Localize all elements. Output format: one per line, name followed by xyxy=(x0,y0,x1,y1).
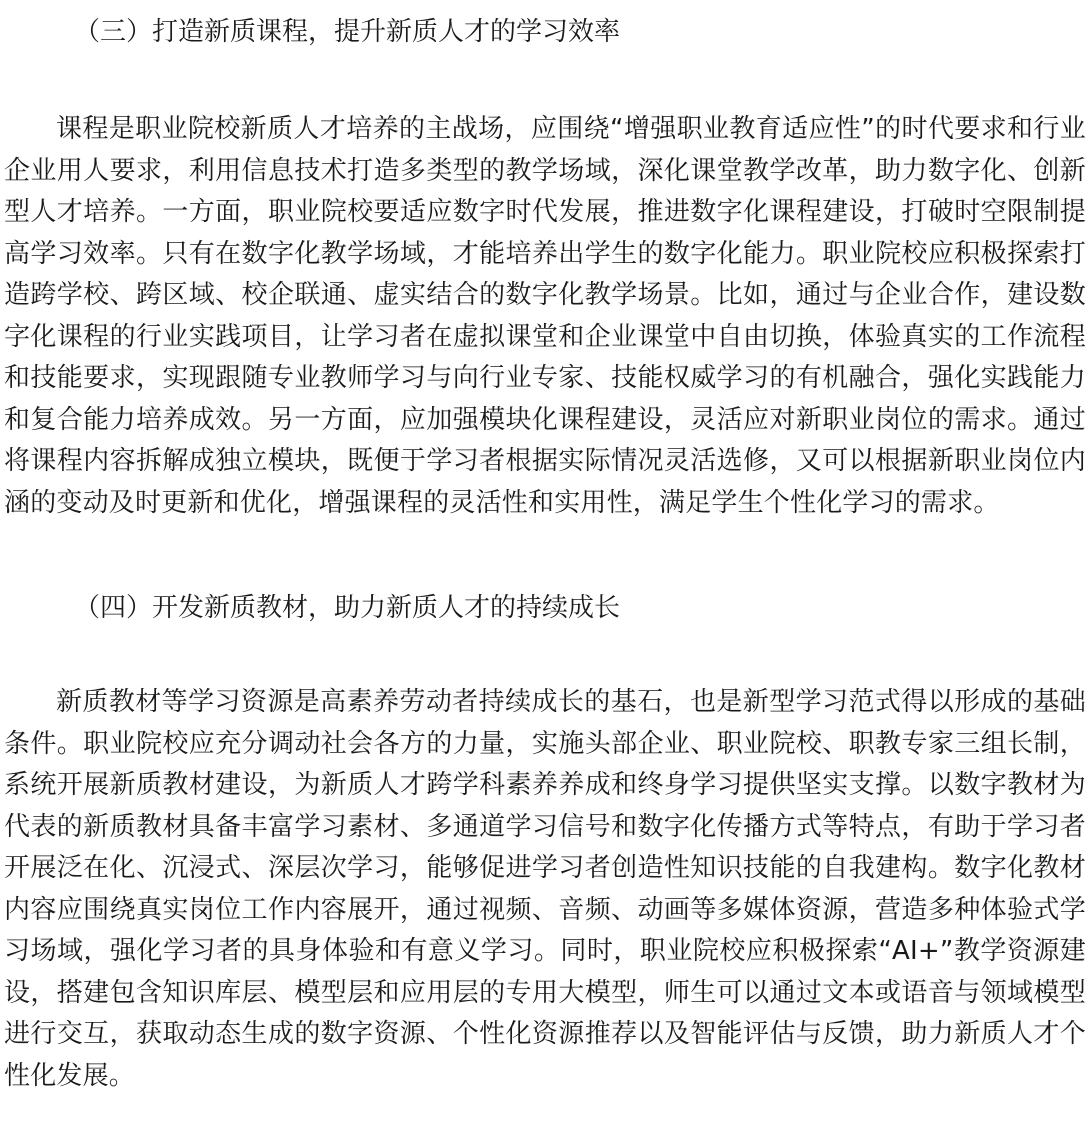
section-three-heading: （三）打造新质课程，提升新质人才的学习效率 xyxy=(74,17,621,47)
section-three-paragraph: 课程是职业院校新质人才培养的主战场，应围绕“增强职业教育适应性”的时代要求和行业企业用人要求，利用信息技术打造多类型的教学场域，深化课堂教学改革，助力数字化、创新型人才培养。一方面，职业院校要适应数字时代发展，推进数字化课程建设，打破时空限制提高学习效率。只有在数字化教学场域，才能培养出学生的数字化能力。职业院校应积极探索打造跨学校、跨区域、校企联通、虚实结合的数字化教学场景。比如，通过与企业合作，建设数字化课程的行业实践项目，让学习者在虚拟课堂和企业课堂中自由切换，体验真实的工作流程和技能要求，实现跟随专业教师学习与向行业专家、技能权威学习的有机融合，强化实践能力和复合能力培养成效。另一方面，应加强模块化课程建设，灵活应对新职业岗位的需求。通过将课程内容拆解成独立模块，既便于学习者根据实际情况灵活选修，又可以根据新职业岗位内涵的变动及时更新和优化，增强课程的灵活性和实用性，满足学生个性化学习的需求。 xyxy=(4,114,1086,518)
section-four-heading: （四）开发新质教材，助力新质人才的持续成长 xyxy=(74,593,621,623)
section-four-paragraph: 新质教材等学习资源是高素养劳动者持续成长的基石，也是新型学习范式得以形成的基础条件。职业院校应充分调动社会各方的力量，实施头部企业、职业院校、职教专家三组长制，系统开展新质教材建设，为新质人才跨学科素养养成和终身学习提供坚实支撑。以数字教材为代表的新质教材具备丰富学习素材、多通道学习信号和数字化传播方式等特点，有助于学习者开展泛在化、沉浸式、深层次学习，能够促进学习者创造性知识技能的自我建构。数字化教材内容应围绕真实岗位工作内容展开，通过视频、音频、动画等多媒体资源，营造多种体验式学习场域，强化学习者的具身体验和有意义学习。同时，职业院校应积极探索“AI+”教学资源建设，搭建包含知识库层、模型层和应用层的专用大模型，师生可以通过文本或语音与领域模型进行交互，获取动态生成的数字资源、个性化资源推荐以及智能评估与反馈，助力新质人才个性化发展。 xyxy=(4,687,1086,1091)
article-body xyxy=(0,14,1090,1097)
